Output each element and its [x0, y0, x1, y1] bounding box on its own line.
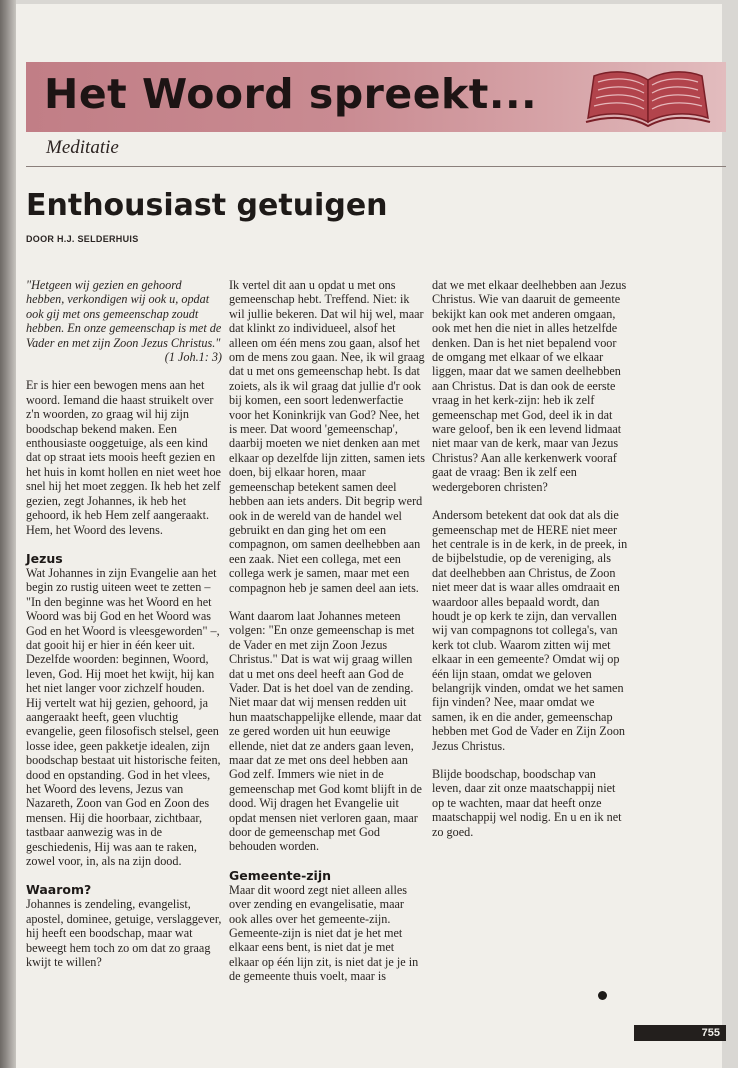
article-title: Enthousiast getuigen: [26, 188, 388, 223]
paragraph-jezus: Wat Johannes in zijn Evangelie aan het begin zo rustig uiteen weet te zetten – "In den beginne was het Woord en het Woord was bij God en het Woord was God en het Woord is vleesgeworden" –, dat gooit hij er hier in één keer uit. Dezelfde woorden: beginnen, Woord, leven, God. Hij moet het kwijt, hij kan het niet langer voor zichzelf houden. Hij vertelt wat hij gezien, gehoord, ja aangeraakt heeft, geen vluchtig evangelie, geen filosofisch stelsel, geen losse idee, geen pakketje idealen, zijn boodschap bestaat uit historische feiten, dood en opstanding. God in het vlees, het Woord des levens, Jezus van Nazareth, Zoon van God en Zoon des mensen. Hij die hoorbaar, zichtbaar, tastbaar aanwezig was in de geschiedenis, Hij was aan te raken, zowel voor, in, als na zijn dood.: [26, 565, 221, 869]
page-number: 755: [634, 1025, 726, 1041]
open-book-icon: [584, 66, 712, 128]
article-column-2: [229, 278, 425, 998]
subheading-waarom: Waarom?: [26, 882, 92, 898]
end-of-article-bullet: [598, 991, 607, 1000]
paragraph-gemeenschap: Ik vertel dit aan u opdat u met ons gemeenschap hebt. Treffend. Niet: ik wil jullie bekeren. Dat wil hij wel, maar dat klinkt zo individueel, alsof het alleen om één mens zou gaan, alsof het om de mens zou gaan. Nee, ik wil graag dat u met ons gemeenschap hebt. Is dat zoiets, als ik wil graag dat jullie d'r ook bij komen, een soort ledenwerfactie voor het Koninkrijk van God? Nee, het is meer. Dat woord 'gemeenschap', daarbij moeten we niet denken aan met elkaar op dezelfde lijn zitten, samen iets doen, bij elkaar horen, maar gemeenschap betekent samen deel hebben aan iets anders. Dit begrip werd ook in de wereld van de handel wel gebruikt en dan ging het om een compagnon, om samen deelhebben aan een zaak. Niet een collega, met een collega werk je samen, maar met een compagnon heb je samen deel aan iets.: [229, 278, 425, 595]
magazine-page: [16, 4, 722, 1068]
header-divider: [26, 166, 726, 167]
paragraph-waarom: Johannes is zendeling, evangelist, apostel, dominee, getuige, verslaggever, hij heeft een boodschap, maar wat beweegt hem toch zo om dat zo graag kwijt te willen?: [26, 897, 222, 970]
intro-paragraph: Er is hier een bewogen mens aan het woord. Iemand die haast struikelt over z'n woorden, zo graag wil hij zijn boodschap bekend maken. Een enthousiaste ooggetuige, als een kind dat op straat iets moois heeft gezien en het huis in komt hollen en niet weet hoe snel hij het moet zeggen. Ik heb het zelf gezien, zegt Johannes, ik heb het gehoord, ik heb Hem zelf aangeraakt. Hem, het Woord des levens.: [26, 378, 221, 537]
paragraph-doel: Want daarom laat Johannes meteen volgen: "En onze gemeenschap is met de Vader en met zijn Zoon Jezus Christus." Dat is wat wij graag willen dat u met ons deel heeft aan God de Vader. Dat is het doel van de zending. Niet maar dat wij mensen redden uit hun maatschappelijke ellende, maar dat ze gered worden uit hun eeuwige ellende, niet dat ze anders gaan leven, maar dat ze met ons deel hebben aan God zelf. Immers wie niet in de gemeenschap met God komt blijft in de dood. Wij dragen het Evangelie uit opdat mensen niet verloren gaan, maar door de gemeenschap met God behouden worden.: [229, 608, 422, 854]
paragraph-gemeente-zijn: Maar dit woord zegt niet alleen alles over zending en evangelisatie, maar ook alles over het gemeente-zijn. Gemeente-zijn is niet dat je het met elkaar eens bent, is niet dat je met elkaar op één lijn zit, is niet dat je je in de gemeente thuis voelt, maar is: [229, 882, 419, 984]
bible-quote: [26, 278, 222, 364]
subheading-jezus: Jezus: [26, 550, 63, 566]
article-byline: DOOR H.J. SELDERHUIS: [26, 234, 139, 244]
column-title: Het Woord spreekt...: [44, 70, 538, 118]
paragraph-deelhebben: dat we met elkaar deelhebben aan Jezus Christus. Wie van daaruit de gemeente bekijkt kan ook met anderen omgaan, ook met hen die niet in alles hetzelfde denken. Dan is het niet bepalend voor de omgang met elkaar of we elkaar liggen, maar dat we samen deelhebben aan Christus. Dat is dan ook de eerste vraag in het kerk-zijn: heb ik zelf gemeenschap met God, deel ik in dat ware geloof, ben ik een levend lidmaat niet maar van de kerk, maar van Jezus Christus? Aan alle kerkenwerk vooraf gaat de vraag: Ben ik zelf een wedergeboren christen?: [432, 278, 627, 494]
bible-quote-reference: (1 Joh.1: 3): [164, 350, 222, 365]
header-banner: [26, 62, 726, 132]
bible-quote-text: "Hetgeen wij gezien en gehoord hebben, verkondigen wij ook u, opdat ook gij met ons gemeenschap zoudt hebben. En onze gemeenschap is met de Vader en met zijn Zoon Jezus Christus.": [26, 278, 222, 350]
article-column-1: [26, 278, 222, 983]
paragraph-andersom: Andersom betekent dat ook dat als die gemeenschap met de HERE niet meer het centrale is in de kerk, in de preek, in de bijbelstudie, op de vereniging, als dat deelhebben aan Christus, de Zoon niet meer dat is waar alles omdraait en waardoor alles bepaald wordt, dan houdt je op kerk te zijn, dan vervallen wij van compagnons tot collega's, van kerk tot club. Waarom zitten wij met elkaar in een gemeente? Omdat wij op één lijn staan, omdat we geloven belangrijk vinden, omdat we het samen fijn vinden? Nee, maar omdat we samen, ik en die ander, gemeenschap hebben met God de Vader en Zijn Zoon Jezus Christus.: [432, 508, 628, 753]
section-label: Meditatie: [46, 137, 119, 158]
paragraph-blijde-boodschap: Blijde boodschap, boodschap van leven, daar zit onze maatschappij niet op te wachten, maar dat heeft onze maatschappij wel nodig. En u en ik net zo goed.: [432, 767, 622, 839]
page-binding-edge: [0, 0, 16, 1068]
article-column-3: [432, 278, 628, 853]
subheading-gemeente-zijn: Gemeente-zijn: [229, 867, 332, 883]
